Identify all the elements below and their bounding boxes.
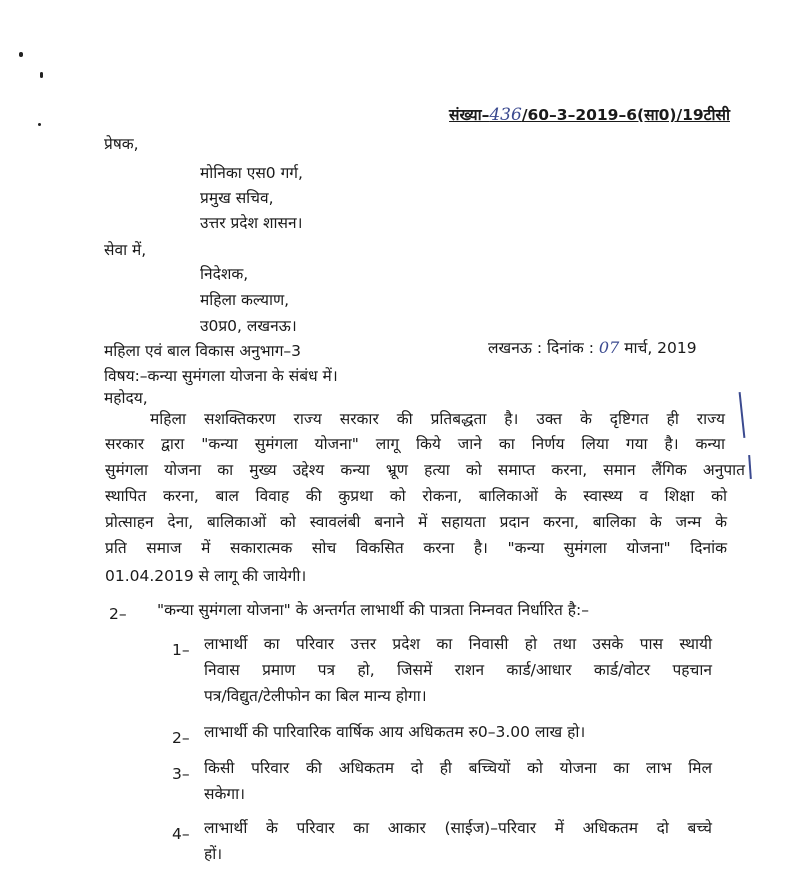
scan-mark (38, 123, 41, 126)
list-item-line: सकेगा। (204, 785, 245, 803)
paragraph-line: सरकार द्वारा "कन्या सुमंगला योजना" लागू किये जाने का निर्णय लिया गया है। कन्या (105, 435, 725, 453)
recipient-designation: निदेशक, (200, 265, 249, 283)
section-name: महिला एवं बाल विकास अनुभाग–3 (104, 342, 302, 360)
list-item-number: 3– (172, 765, 190, 783)
list-item-number: 4– (172, 825, 190, 843)
paragraph-line: महिला सशक्तिकरण राज्य सरकार की प्रतिबद्धता है। उक्त के दृष्टिगत ही राज्य (150, 410, 725, 428)
paragraph-line: सुमंगला योजना का मुख्य उद्देश्य कन्या भ्रूण हत्या को समाप्त करना, समान लैंगिक अनुपात (105, 461, 745, 479)
list-item-line: हों। (204, 845, 223, 863)
recipient-label: सेवा में, (104, 241, 147, 259)
scan-mark (19, 52, 23, 57)
reference-suffix: /60–3–2019–6(सा0)/19टीसी (521, 106, 730, 124)
subject-line: विषय:–कन्या सुमंगला योजना के संबंध में। (104, 367, 338, 385)
reference-handwritten-number: 436 (489, 105, 522, 125)
point-number: 2– (109, 605, 127, 623)
sender-office: उत्तर प्रदेश शासन। (200, 214, 303, 232)
sender-designation: प्रमुख सचिव, (200, 189, 274, 207)
list-item-number: 1– (172, 641, 190, 659)
point-text: "कन्या सुमंगला योजना" के अन्तर्गत लाभार्थी की पात्रता निम्नवत निर्धारित है:– (157, 601, 589, 619)
list-item-line: लाभार्थी के परिवार का आकार (साईज)–परिवार में अधिकतम दो बच्चे (204, 819, 712, 837)
paragraph-line: स्थापित करना, बाल विवाह की कुप्रथा को रोकना, बालिकाओं के स्वास्थ्य व शिक्षा को (105, 487, 727, 505)
sender-label: प्रेषक, (104, 135, 139, 153)
pen-margin-mark (739, 392, 746, 438)
paragraph-line: 01.04.2019 से लागू की जायेगी। (105, 567, 307, 585)
recipient-department: महिला कल्याण, (200, 291, 290, 309)
date-suffix: मार्च, 2019 (624, 339, 697, 357)
salutation: महोदय, (104, 389, 148, 407)
list-item-line: लाभार्थी का परिवार उत्तर प्रदेश का निवासी हो तथा उसके पास स्थायी (204, 635, 712, 653)
reference-prefix: संख्या– (449, 106, 490, 124)
scan-mark (40, 72, 43, 78)
sender-name: मोनिका एस0 गर्ग, (200, 164, 303, 182)
date-prefix: लखनऊ : दिनांक : (488, 339, 594, 357)
list-item-line: लाभार्थी की पारिवारिक वार्षिक आय अधिकतम रु0–3.00 लाख हो। (204, 723, 586, 741)
list-item-number: 2– (172, 729, 190, 747)
date-handwritten-day: 07 (598, 338, 620, 357)
pen-margin-mark (748, 455, 752, 479)
letter-date (488, 338, 697, 358)
recipient-place: उ0प्र0, लखनऊ। (200, 317, 297, 335)
list-item-line: पत्र/विद्युत/टेलीफोन का बिल मान्य होगा। (204, 687, 427, 705)
list-item-line: किसी परिवार की अधिकतम दो ही बच्चियों को योजना का लाभ मिल (204, 759, 712, 777)
reference-number (449, 103, 730, 125)
paragraph-line: प्रति समाज में सकारात्मक सोच विकसित करना है। "कन्या सुमंगला योजना" दिनांक (105, 539, 727, 557)
list-item-line: निवास प्रमाण पत्र हो, जिसमें राशन कार्ड/आधार कार्ड/वोटर पहचान (204, 661, 712, 679)
paragraph-line: प्रोत्साहन देना, बालिकाओं को स्वावलंबी बनाने में सहायता प्रदान करना, बालिका के जन्म के (105, 513, 727, 531)
